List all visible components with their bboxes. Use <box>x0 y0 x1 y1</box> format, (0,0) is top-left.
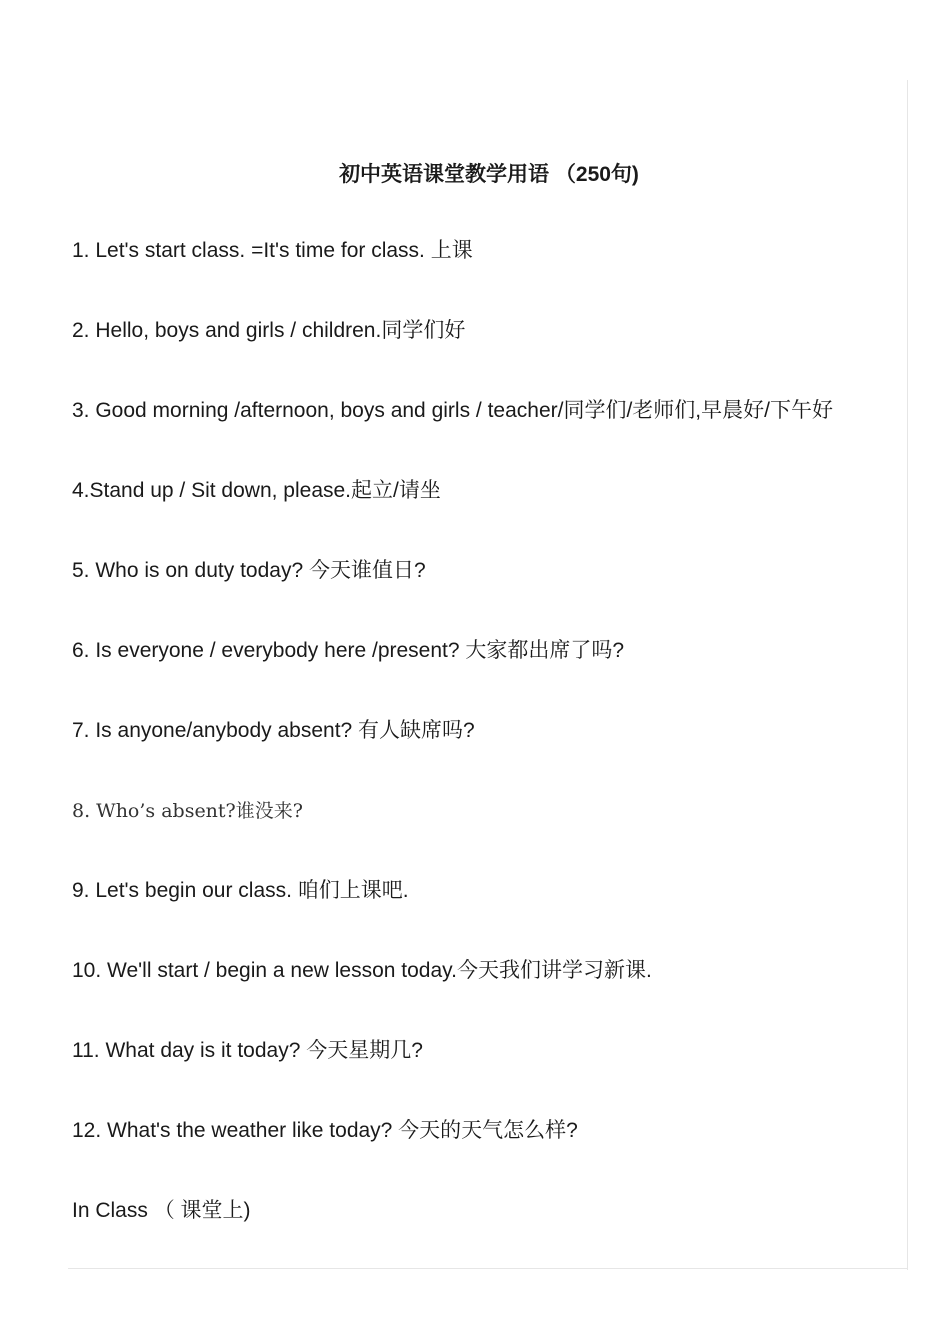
phrase-line-11: 11. What day is it today? 今天星期几? <box>72 1039 423 1062</box>
phrase-line-6: 6. Is everyone / everybody here /present? 大家都出席了吗? <box>72 639 625 662</box>
section-heading-in-class: In Class （ 课堂上) <box>72 1199 251 1222</box>
phrase-line-7: 7. Is anyone/anybody absent? 有人缺席吗? <box>72 719 475 742</box>
page-border-right <box>907 80 908 1270</box>
document-title: 初中英语课堂教学用语 （250句) <box>339 163 639 186</box>
phrase-line-5: 5. Who is on duty today? 今天谁值日? <box>72 559 426 582</box>
page-border-bottom <box>68 1268 908 1269</box>
phrase-line-1: 1. Let's start class. =It's time for class. 上课 <box>72 239 473 262</box>
phrase-line-9: 9. Let's begin our class. 咱们上课吧. <box>72 879 409 902</box>
phrase-line-12: 12. What's the weather like today? 今天的天气怎么样? <box>72 1119 578 1142</box>
phrase-line-8: 8. Who’s absent?谁没来? <box>72 800 303 822</box>
phrase-line-3: 3. Good morning /afternoon, boys and girls / teacher/同学们/老师们,早晨好/下午好 <box>72 399 833 422</box>
phrase-line-2: 2. Hello, boys and girls / children.同学们好 <box>72 319 466 342</box>
phrase-line-10: 10. We'll start / begin a new lesson today.今天我们讲学习新课. <box>72 959 652 982</box>
phrase-line-4: 4.Stand up / Sit down, please.起立/请坐 <box>72 479 441 502</box>
